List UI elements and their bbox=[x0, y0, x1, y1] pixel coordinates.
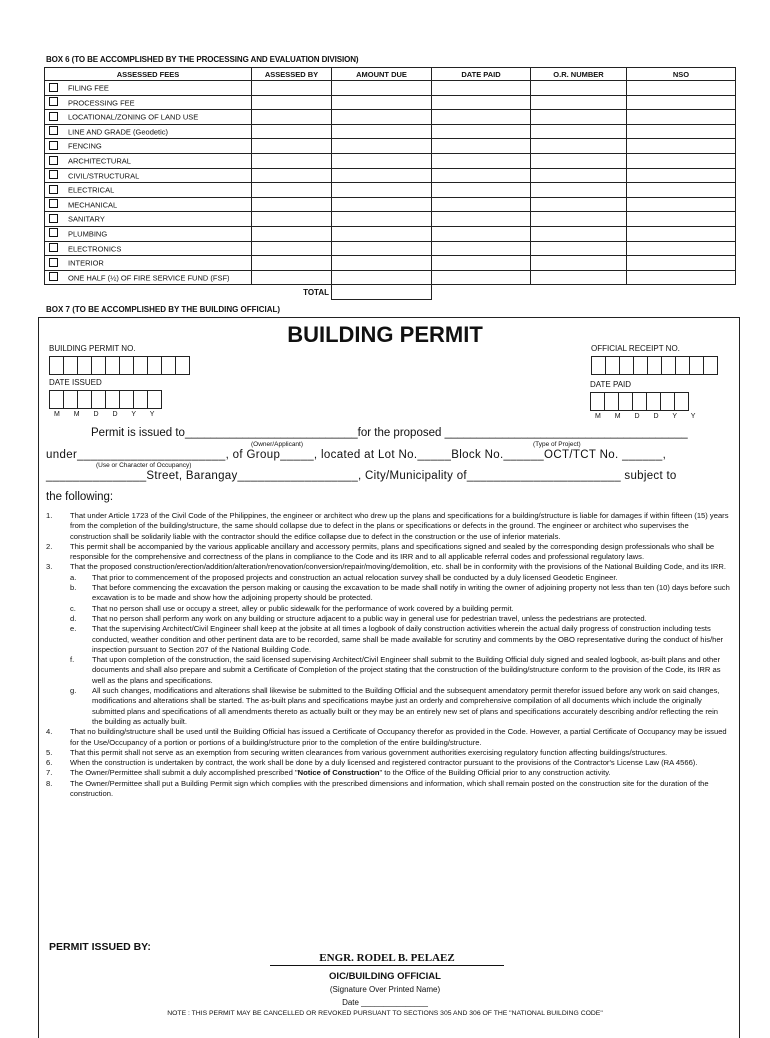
owner-caption: (Owner/Applicant) bbox=[251, 441, 304, 448]
date-paid-field[interactable] bbox=[432, 153, 531, 168]
date-paid-field[interactable] bbox=[432, 212, 531, 227]
permit-line-issued-to: Permit is issued to___________________________for the proposed ______________________________________ bbox=[91, 427, 688, 439]
fee-label: PROCESSING FEE bbox=[68, 98, 135, 108]
condition-text: That this permit shall not serve as an exemption from securing written clearances from various government authorities exercising regulatory function affecting buildings/structures. bbox=[70, 747, 668, 757]
amount-due-field[interactable] bbox=[332, 212, 432, 227]
condition-number: 8. bbox=[46, 778, 53, 788]
or-number-field[interactable] bbox=[531, 197, 627, 212]
fee-row bbox=[45, 241, 736, 256]
nso-field[interactable] bbox=[627, 183, 736, 198]
fee-cell bbox=[45, 81, 252, 96]
condition-item bbox=[46, 727, 730, 748]
fee-label: FILING FEE bbox=[68, 83, 109, 93]
nso-field[interactable] bbox=[627, 95, 736, 110]
assessed-by-field[interactable] bbox=[252, 95, 332, 110]
or-number-field[interactable] bbox=[531, 110, 627, 125]
date-paid-field[interactable] bbox=[432, 81, 531, 96]
or-number-field[interactable] bbox=[531, 256, 627, 271]
condition-text: That no building/structure shall be used until the Building Official has issued a Certificate of Occupancy therefor as provided in the Code. However, a partial Certificate of Occupancy may be issued for the Use/Occupancy of a portion or portions of a building/structure prior to the completion of the entire building/structure. bbox=[70, 727, 727, 747]
condition-item bbox=[46, 542, 730, 563]
or-number-field[interactable] bbox=[531, 153, 627, 168]
official-title: OIC/BUILDING OFFICIAL bbox=[329, 971, 441, 982]
fee-row bbox=[45, 197, 736, 212]
condition-item bbox=[46, 562, 730, 572]
fee-checkbox[interactable] bbox=[49, 199, 58, 208]
assessed-fees-table bbox=[44, 67, 736, 300]
condition-text: That before commencing the excavation the person making or causing the excavation to be made shall notify in writing the owner of adjoining property not less than ten (10) days before such excavation is to be made and show how the adjoining property should be protected. bbox=[92, 583, 730, 603]
assessed-by-field[interactable] bbox=[252, 153, 332, 168]
fee-cell bbox=[45, 139, 252, 154]
fee-checkbox[interactable] bbox=[49, 185, 58, 194]
fee-label: ARCHITECTURAL bbox=[68, 156, 131, 166]
date-paid-field[interactable] bbox=[432, 183, 531, 198]
header-date-paid: DATE PAID bbox=[432, 68, 531, 81]
fee-cell bbox=[45, 270, 252, 285]
sub-condition bbox=[46, 686, 730, 727]
fee-checkbox[interactable] bbox=[49, 228, 58, 237]
nso-field[interactable] bbox=[627, 153, 736, 168]
fee-label: ONE HALF (½) OF FIRE SERVICE FUND (FSF) bbox=[68, 273, 230, 283]
or-number-field[interactable] bbox=[531, 241, 627, 256]
sub-condition bbox=[46, 583, 730, 604]
nso-field[interactable] bbox=[627, 212, 736, 227]
fee-checkbox[interactable] bbox=[49, 126, 58, 135]
fee-row bbox=[45, 212, 736, 227]
amount-due-field[interactable] bbox=[332, 168, 432, 183]
building-permit-no-label: BUILDING PERMIT NO. bbox=[49, 344, 136, 353]
amount-due-field[interactable] bbox=[332, 226, 432, 241]
amount-due-field[interactable] bbox=[332, 95, 432, 110]
condition-item bbox=[46, 511, 730, 542]
fee-label: SANITARY bbox=[68, 214, 105, 224]
fee-checkbox[interactable] bbox=[49, 170, 58, 179]
condition-number: 2. bbox=[46, 541, 53, 551]
date-issued-format: M M D D Y Y bbox=[54, 411, 161, 418]
or-number-field[interactable] bbox=[531, 124, 627, 139]
project-caption: (Type of Project) bbox=[533, 441, 581, 448]
date-paid-field[interactable] bbox=[432, 197, 531, 212]
fee-checkbox[interactable] bbox=[49, 141, 58, 150]
condition-text: That the supervising Architect/Civil Engineer shall keep at the jobsite at all times a logbook of daily construction activities wherein the actual daily progress of construction including tests conducted, weather condition and other pertinent data are to be recorded, same shall be made available for scrutiny and comments by the OBO representative during the conduct of his/her inspection pursuant to Section 207 of the National Building Code. bbox=[92, 624, 724, 654]
permit-line-following: the following: bbox=[46, 491, 114, 503]
fee-row bbox=[45, 226, 736, 241]
total-row bbox=[45, 285, 736, 300]
sub-condition bbox=[46, 655, 730, 686]
condition-number: 6. bbox=[46, 758, 53, 768]
date-paid-field[interactable] bbox=[432, 139, 531, 154]
signature-caption: (Signature Over Printed Name) bbox=[329, 985, 441, 994]
fee-cell bbox=[45, 241, 252, 256]
sub-condition bbox=[46, 573, 730, 583]
condition-item bbox=[46, 768, 730, 778]
header-nso: NSO bbox=[627, 68, 736, 81]
fee-label: MECHANICAL bbox=[68, 200, 118, 210]
or-number-field[interactable] bbox=[531, 270, 627, 285]
fee-cell bbox=[45, 256, 252, 271]
fee-checkbox[interactable] bbox=[49, 258, 58, 267]
fee-checkbox[interactable] bbox=[49, 83, 58, 92]
amount-due-field[interactable] bbox=[332, 139, 432, 154]
or-number-field[interactable] bbox=[531, 168, 627, 183]
or-number-field[interactable] bbox=[531, 95, 627, 110]
nso-field[interactable] bbox=[627, 270, 736, 285]
condition-number: 5. bbox=[46, 747, 53, 757]
nso-field[interactable] bbox=[627, 241, 736, 256]
date-issued-boxes[interactable] bbox=[49, 390, 161, 409]
header-assessed-by: ASSESSED BY bbox=[252, 68, 332, 81]
date-paid-field[interactable] bbox=[432, 124, 531, 139]
box6-title: BOX 6 (TO BE ACCOMPLISHED BY THE PROCESSING AND EVALUATION DIVISION) bbox=[46, 55, 359, 64]
official-receipt-no-label: OFFICIAL RECEIPT NO. bbox=[591, 344, 680, 353]
fee-label: CIVIL/STRUCTURAL bbox=[68, 171, 140, 181]
permit-line-street: _______________Street, Barangay__________________, City/Municipality of_______________________ subject to bbox=[46, 470, 677, 482]
fee-checkbox[interactable] bbox=[49, 97, 58, 106]
amount-due-field[interactable] bbox=[332, 270, 432, 285]
nso-field[interactable] bbox=[627, 124, 736, 139]
condition-text: This permit shall be accompanied by the various applicable ancillary and accessory permits, plans and specifications signed and sealed by the corresponding design professionals who shall be responsible for the comprehensive and correctness of the plans in compliance to the Code and its IRR and to all applicable referral codes and professional regulatory laws. bbox=[70, 541, 715, 562]
amount-due-field[interactable] bbox=[332, 183, 432, 198]
condition-text: Notice of Construction bbox=[297, 768, 380, 778]
date-paid-boxes[interactable] bbox=[590, 392, 688, 411]
assessed-by-field[interactable] bbox=[252, 197, 332, 212]
condition-item bbox=[46, 748, 730, 758]
sub-condition-letter: b. bbox=[70, 583, 77, 593]
assessed-by-field[interactable] bbox=[252, 168, 332, 183]
fees-header-row bbox=[45, 68, 736, 81]
condition-text: The Owner/Permittee shall put a Building Permit sign which complies with the prescribed dimensions and information, which shall remain posted on the construction site for the duration of the construction. bbox=[70, 778, 709, 799]
fee-label: PLUMBING bbox=[68, 229, 108, 239]
amount-due-field[interactable] bbox=[332, 124, 432, 139]
or-number-field[interactable] bbox=[531, 183, 627, 198]
or-number-field[interactable] bbox=[531, 81, 627, 96]
fee-cell bbox=[45, 168, 252, 183]
fee-cell bbox=[45, 226, 252, 241]
date-paid-field[interactable] bbox=[432, 95, 531, 110]
date-paid-field[interactable] bbox=[432, 168, 531, 183]
fee-checkbox[interactable] bbox=[49, 156, 58, 165]
issued-by-label: PERMIT ISSUED BY: bbox=[49, 941, 151, 953]
nso-field[interactable] bbox=[627, 110, 736, 125]
fee-row bbox=[45, 81, 736, 96]
date-paid-field[interactable] bbox=[432, 270, 531, 285]
assessed-by-field[interactable] bbox=[252, 139, 332, 154]
fee-cell bbox=[45, 153, 252, 168]
amount-due-field[interactable] bbox=[332, 256, 432, 271]
date-paid-field[interactable] bbox=[432, 241, 531, 256]
fee-checkbox[interactable] bbox=[49, 112, 58, 121]
sub-condition bbox=[46, 614, 730, 624]
amount-due-field[interactable] bbox=[332, 153, 432, 168]
assessed-by-field[interactable] bbox=[252, 226, 332, 241]
date-paid-format: M M D D Y Y bbox=[595, 413, 702, 420]
fee-cell bbox=[45, 95, 252, 110]
fee-label: INTERIOR bbox=[68, 258, 104, 268]
condition-text: All such changes, modifications and alterations shall likewise be submitted to the Building Official and the subsequent amendatory permit therefor issued before any work on said changes, modifications and alterations shall be started. The as-built plans and specifications maybe just an orderly and comprehensive compilation of all documents which include the originally submitted plans and specifications of all amendments thereto as actually built or they may be an entirely new set of plans and specifications accurately describing and/or reflecting the rein the building as actually built. bbox=[92, 686, 720, 726]
or-number-field[interactable] bbox=[531, 226, 627, 241]
fee-label: FENCING bbox=[68, 141, 102, 151]
box7-title: BOX 7 (TO BE ACCOMPLISHED BY THE BUILDING OFFICIAL) bbox=[46, 305, 281, 314]
fee-label: LINE AND GRADE (Geodetic) bbox=[68, 127, 169, 137]
condition-item bbox=[46, 758, 730, 768]
condition-item bbox=[46, 779, 730, 800]
assessed-by-field[interactable] bbox=[252, 241, 332, 256]
fee-row bbox=[45, 168, 736, 183]
fee-row bbox=[45, 139, 736, 154]
fee-cell bbox=[45, 197, 252, 212]
occupancy-caption: (Use or Character of Occupancy) bbox=[96, 462, 192, 469]
revocation-note: NOTE : THIS PERMIT MAY BE CANCELLED OR REVOKED PURSUANT TO SECTIONS 305 AND 306 OF THE "NATIONAL BUILDING CODE" bbox=[167, 1010, 603, 1017]
fee-row bbox=[45, 153, 736, 168]
sub-condition-letter: c. bbox=[70, 603, 76, 613]
condition-text: " to the Office of the Building Official prior to any construction activity. bbox=[379, 768, 611, 778]
condition-text: The Owner/Permittee shall submit a duly accomplished prescribed " bbox=[70, 768, 298, 778]
permit-line-under: under______________________, of Group_____, located at Lot No._____Block No.______OCT/TCT No. ______, bbox=[46, 449, 667, 461]
official-name: ENGR. RODEL B. PELAEZ bbox=[270, 952, 504, 966]
date-paid-field[interactable] bbox=[432, 110, 531, 125]
sub-condition bbox=[46, 624, 730, 655]
date-line: Date _______________ bbox=[342, 998, 428, 1007]
condition-number: 3. bbox=[46, 562, 53, 572]
fee-label: ELECTRONICS bbox=[68, 244, 122, 254]
fee-checkbox[interactable] bbox=[49, 272, 58, 281]
condition-text: That no person shall use or occupy a street, alley or public sidewalk for the performance of work covered by a building permit. bbox=[92, 603, 514, 613]
date-issued-label: DATE ISSUED bbox=[49, 378, 102, 387]
assessed-by-field[interactable] bbox=[252, 212, 332, 227]
fee-label: ELECTRICAL bbox=[68, 185, 115, 195]
official-receipt-no-boxes[interactable] bbox=[591, 356, 717, 375]
permit-conditions bbox=[46, 511, 730, 799]
or-number-field[interactable] bbox=[531, 139, 627, 154]
total-label: TOTAL bbox=[303, 287, 329, 297]
amount-due-field[interactable] bbox=[332, 241, 432, 256]
fee-row bbox=[45, 270, 736, 285]
fee-checkbox[interactable] bbox=[49, 243, 58, 252]
amount-due-field[interactable] bbox=[332, 110, 432, 125]
sub-condition bbox=[46, 604, 730, 614]
nso-field[interactable] bbox=[627, 168, 736, 183]
sub-condition-letter: f. bbox=[70, 655, 75, 665]
condition-text: When the construction is undertaken by contract, the work shall be done by a duly licensed and registered contractor pursuant to the provisions of the Contractor's License Law (RA 4566). bbox=[70, 758, 698, 768]
fee-row bbox=[45, 183, 736, 198]
assessed-by-field[interactable] bbox=[252, 270, 332, 285]
amount-due-field[interactable] bbox=[332, 197, 432, 212]
fee-row bbox=[45, 124, 736, 139]
condition-text: That the proposed construction/erection/addition/alteration/renovation/conversion/repair/moving/demolition, etc. shall be in conformity with the provisions of the National Building Code, and its IRR. bbox=[70, 562, 726, 572]
sub-condition-letter: a. bbox=[70, 572, 77, 582]
assessed-by-field[interactable] bbox=[252, 183, 332, 198]
fee-cell bbox=[45, 110, 252, 125]
fee-cell bbox=[45, 124, 252, 139]
nso-field[interactable] bbox=[627, 139, 736, 154]
date-paid-field[interactable] bbox=[432, 226, 531, 241]
condition-text: That no person shall perform any work on any building or structure adjacent to a public way in general use for pedestrian travel, unless the pedestrians are protected. bbox=[92, 613, 647, 623]
header-or-number: O.R. NUMBER bbox=[531, 68, 627, 81]
total-amount-field[interactable] bbox=[332, 285, 432, 300]
assessed-by-field[interactable] bbox=[252, 256, 332, 271]
nso-field[interactable] bbox=[627, 256, 736, 271]
nso-field[interactable] bbox=[627, 197, 736, 212]
permit-title: BUILDING PERMIT bbox=[287, 322, 483, 347]
assessed-by-field[interactable] bbox=[252, 110, 332, 125]
sub-condition-letter: d. bbox=[70, 613, 77, 623]
nso-field[interactable] bbox=[627, 226, 736, 241]
fee-label: LOCATIONAL/ZONING OF LAND USE bbox=[68, 112, 199, 122]
condition-text: That prior to commencement of the proposed projects and construction an actual relocation survey shall be conducted by a duly licensed Geodetic Engineer. bbox=[92, 572, 618, 582]
fee-row bbox=[45, 110, 736, 125]
nso-field[interactable] bbox=[627, 81, 736, 96]
header-amount-due: AMOUNT DUE bbox=[332, 68, 432, 81]
fee-row bbox=[45, 95, 736, 110]
fee-cell bbox=[45, 183, 252, 198]
assessed-by-field[interactable] bbox=[252, 81, 332, 96]
fee-checkbox[interactable] bbox=[49, 214, 58, 223]
date-paid-label: DATE PAID bbox=[590, 380, 632, 389]
condition-number: 7. bbox=[46, 768, 53, 778]
amount-due-field[interactable] bbox=[332, 81, 432, 96]
or-number-field[interactable] bbox=[531, 212, 627, 227]
assessed-by-field[interactable] bbox=[252, 124, 332, 139]
condition-text: That upon completion of the construction, the said licensed supervising Architect/Civil Engineer shall submit to the Building Official duly signed and sealed logbook, as-built plans and other documents and shall also prepare and submit a Certificate of Completion of the project stating that the construction of the building/structure conform to the provision of the Code, its IRR as well as the plans and specifications. bbox=[92, 655, 721, 685]
condition-text: That under Article 1723 of the Civil Code of the Philippines, the engineer or architect who drew up the plans and specifications for a building/structure is liable for damages if within fifteen (15) years from the completion of the building/structure, the same should collapse due to defect in the plans or specifications or defects in the ground. The engineer or architect who supervises the construction shall be solidarily liable with the contractor should the edifice collapse due to defect in the construction or the use of inferior materials. bbox=[70, 511, 729, 541]
date-paid-field[interactable] bbox=[432, 256, 531, 271]
header-assessed-fees: ASSESSED FEES bbox=[45, 68, 252, 81]
condition-number: 4. bbox=[46, 727, 53, 737]
condition-number: 1. bbox=[46, 511, 53, 520]
sub-condition-letter: e. bbox=[70, 624, 77, 634]
fee-cell bbox=[45, 212, 252, 227]
building-permit-no-boxes[interactable] bbox=[49, 356, 189, 375]
fee-row bbox=[45, 256, 736, 271]
sub-condition-letter: g. bbox=[70, 686, 77, 696]
